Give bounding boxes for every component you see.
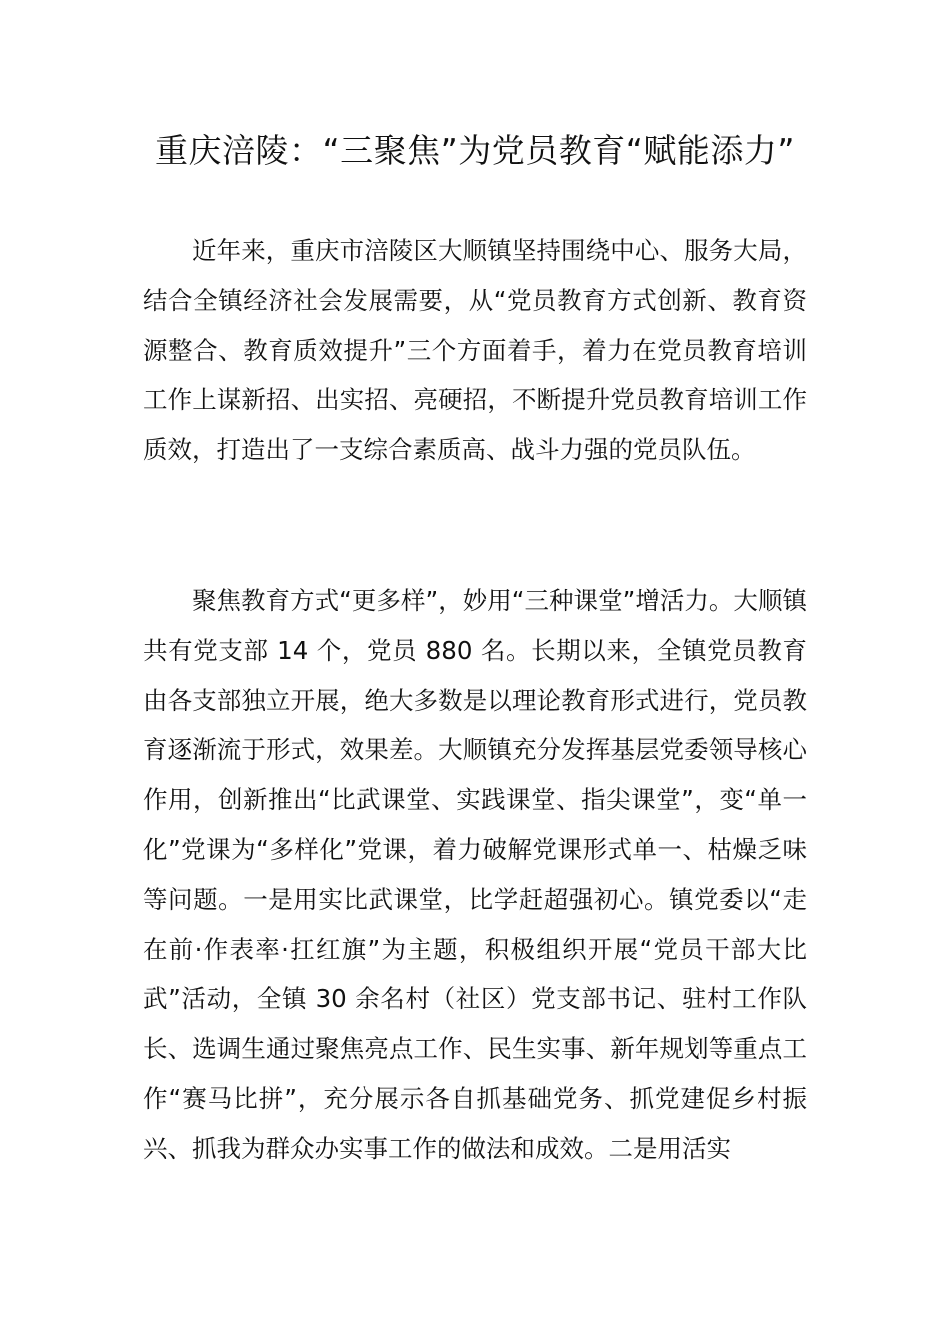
paragraph-intro: 近年来，重庆市涪陵区大顺镇坚持围绕中心、服务大局，结合全镇经济社会发展需要，从“党员教育方式创新、教育资源整合、教育质效提升”三个方面着手，着力在党员教育培训工作上谋新招、出实招、亮硬招，不断提升党员教育培训工作质效，打造出了一支综合素质高、战斗力强的党员队伍。: [143, 236, 807, 465]
document-title: 重庆涪陵：“三聚焦”为党员教育“赋能添力”: [155, 131, 795, 170]
paragraph-education-methods: 聚焦教育方式“更多样”，妙用“三种课堂”增活力。大顺镇共有党支部 14 个，党员 880 名。长期以来，全镇党员教育由各支部独立开展，绝大多数是以理论教育形式进行，党员教育逐渐流于形式，效果差。大顺镇充分发挥基层党委领导核心作用，创新推出“比武课堂、实践课堂、指尖课堂”，变“单一化”党课为“多样化”党课，着力破解党课形式单一、枯燥乏味等问题。一是用实比武课堂，比学赶超强初心。镇党委以“走在前·作表率·扛红旗”为主题，积极组织开展“党员干部大比武”活动，全镇 30 余名村（社区）党支部书记、驻村工作队长、选调生通过聚焦亮点工作、民生实事、新年规划等重点工作“赛马比拼”，充分展示各自抓基础党务、抓党建促乡村振兴、抓我为群众办实事工作的做法和成效。二是用活实: [143, 586, 807, 1163]
